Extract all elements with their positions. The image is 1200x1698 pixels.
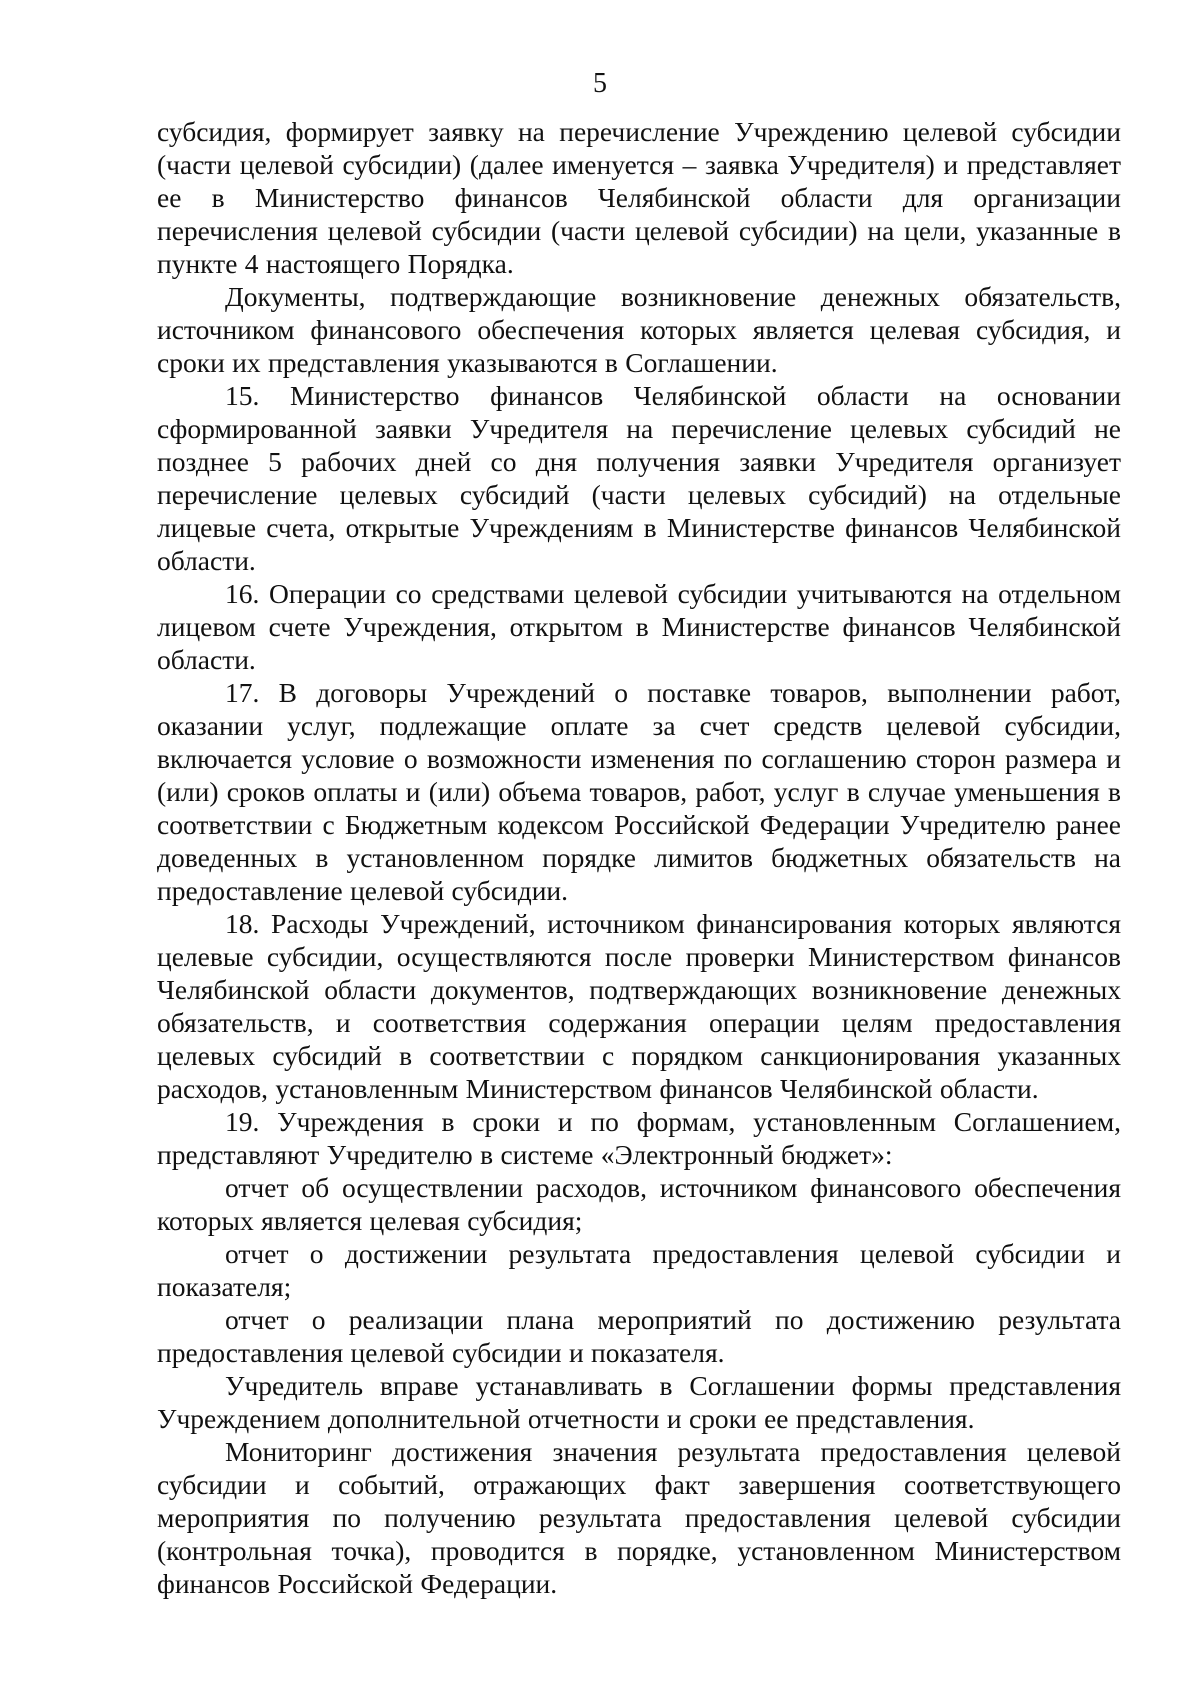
paragraph-15: 15. Министерство финансов Челябинской области на основании сформированной заявки Учредителя на перечисление целевых субсидий не позднее 5 рабочих дней со дня получения заявки Учредителя организует перечисление целевых субсидий (части целевых субсидий) на отдельные лицевые счета, открытые Учреждениям в Министерстве финансов Челябинской области. — [157, 380, 1121, 576]
paragraph-documents: Документы, подтверждающие возникновение денежных обязательств, источником финансового обеспечения которых является целевая субсидия, и сроки их представления указываются в Соглашении. — [157, 281, 1121, 378]
document-body — [157, 115, 1121, 1600]
paragraph-17: 17. В договоры Учреждений о поставке товаров, выполнении работ, оказании услуг, подлежащие оплате за счет средств целевой субсидии, включается условие о возможности изменения по соглашению сторон размера и (или) сроков оплаты и (или) объема товаров, работ, услуг в случае уменьшения в соответствии с Бюджетным кодексом Российской Федерации Учредителю ранее доведенных в установленном порядке лимитов бюджетных обязательств на предоставление целевой субсидии. — [157, 677, 1121, 906]
page-number: 5 — [593, 68, 607, 99]
paragraph-18: 18. Расходы Учреждений, источником финансирования которых являются целевые субсидии, осуществляются после проверки Министерством финансов Челябинской области документов, подтверждающих возникновение денежных обязательств, и соответствия содержания операции целям предоставления целевых субсидий в соответствии с порядком санкционирования указанных расходов, установленным Министерством финансов Челябинской области. — [157, 908, 1121, 1104]
paragraph-19: 19. Учреждения в сроки и по формам, установленным Соглашением, представляют Учредителю в системе «Электронный бюджет»: — [157, 1106, 1121, 1170]
paragraph-monitoring: Мониторинг достижения значения результата предоставления целевой субсидии и событий, отражающих факт завершения соответствующего мероприятия по получению результата предоставления целевой субсидии (контрольная точка), проводится в порядке, установленном Министерством финансов Российской Федерации. — [157, 1436, 1121, 1599]
paragraph-16: 16. Операции со средствами целевой субсидии учитываются на отдельном лицевом счете Учреждения, открытом в Министерстве финансов Челябинской области. — [157, 578, 1121, 675]
paragraph-report-expenses: отчет об осуществлении расходов, источником финансового обеспечения которых является целевая субсидия; — [157, 1172, 1121, 1236]
paragraph-additional-reporting: Учредитель вправе устанавливать в Соглашении формы представления Учреждением дополнительной отчетности и сроки ее представления. — [157, 1370, 1121, 1434]
paragraph-report-plan: отчет о реализации плана мероприятий по достижению результата предоставления целевой субсидии и показателя. — [157, 1304, 1121, 1368]
paragraph-report-result: отчет о достижении результата предоставления целевой субсидии и показателя; — [157, 1238, 1121, 1302]
paragraph-continuation: субсидия, формирует заявку на перечисление Учреждению целевой субсидии (части целевой субсидии) (далее именуется – заявка Учредителя) и представляет ее в Министерство финансов Челябинской области для организации перечисления целевой субсидии (части целевой субсидии) на цели, указанные в пункте 4 настоящего Порядка. — [157, 116, 1121, 279]
